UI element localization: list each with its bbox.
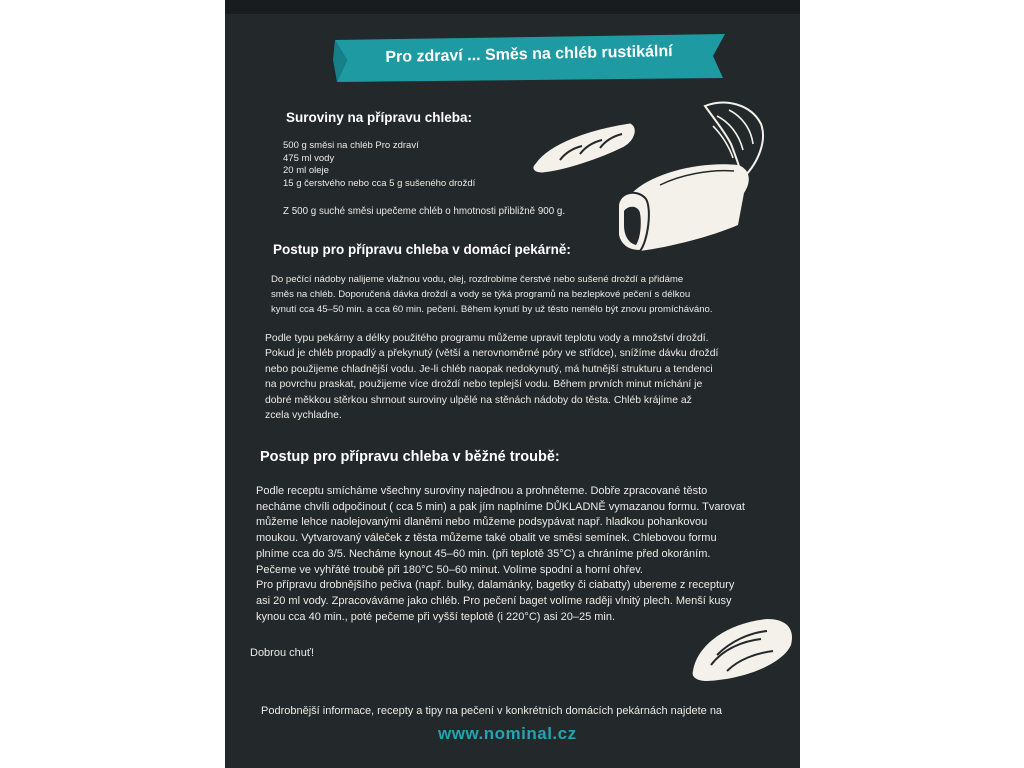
paragraph-line: Pokud je chléb propadlý a překynutý (větší a nerovnoměrné póry ve střídce), snížíme dávku droždí	[265, 348, 719, 360]
oven-paragraph	[256, 484, 745, 625]
closing-text: Dobrou chuť!	[250, 647, 315, 659]
recipe-card	[225, 0, 800, 768]
bakery-paragraph-2	[265, 331, 718, 423]
paragraph-line: směs na chléb. Doporučená dávka droždí a vody se týká programů na bezlepkové pečení s délkou	[271, 289, 691, 300]
ingredient-item: 475 ml vody	[283, 152, 335, 164]
paragraph-line: plníme cca do 3/5. Necháme kynout 45–60 min. (při teplotě 35°C) a chráníme před okoráním.	[256, 547, 711, 560]
paragraph-line: můžeme lehce naolejovanými dlaněmi nebo můžeme podsypávat např. hladkou pohankovou	[256, 516, 708, 529]
paragraph-line: dobré měkkou stěrkou shrnout suroviny ulpělé na stěnách nádoby do těsta. Chléb krájíme až	[265, 394, 692, 406]
bread-loaf-icon	[610, 155, 755, 255]
banner-title: Pro zdraví ... Směs na chléb rustikální	[385, 42, 673, 67]
title-banner	[333, 34, 725, 82]
paragraph-line: na povrchu praskat, použijeme více droždí nebo teplejší vodu. Během prvních minut míchání je	[265, 379, 703, 391]
paragraph-line: moukou. Vytvarovaný váleček z těsta můžeme také obalit ve směsi semínek. Chlebovou formu	[256, 532, 717, 545]
ingredients-list	[283, 140, 475, 190]
paragraph-line: Pro přípravu drobnějšího pečiva (např. bulky, dalamánky, bagetky či ciabatty) ubereme z receptury	[256, 579, 735, 592]
paragraph-line: Pečeme ve vyhřáté troubě při 180°C 50–60 minut. Volíme spodní a horní ohřev.	[256, 563, 643, 576]
paragraph-line: zcela vychladne.	[265, 410, 342, 422]
paragraph-line: kynou cca 40 min., poté pečeme při vyšší teplotě (i 220°C) asi 20–25 min.	[256, 610, 616, 623]
paragraph-line: nebo použijeme chladnější vodu. Je-li chléb naopak nedokynutý, má hutnější strukturu a tendenci	[265, 363, 713, 375]
bakery-heading: Postup pro přípravu chleba v domácí pekárně:	[273, 242, 571, 257]
ingredient-item: 20 ml oleje	[283, 165, 329, 176]
box-top-edge	[225, 0, 800, 14]
paragraph-line: asi 20 ml vody. Zpracováváme jako chléb. Pro pečení baget volíme raději vlnitý plech. Menší kusy	[256, 594, 732, 607]
paragraph-line: kynutí cca 45–50 min. a cca 60 min. pečení. Během kynutí by už těsto nemělo být znovu promícháváno.	[271, 304, 713, 315]
oven-heading: Postup pro přípravu chleba v běžné troubě:	[260, 449, 560, 465]
paragraph-line: Podle receptu smícháme všechny suroviny najednou a prohněteme. Dobře zpracované těsto	[256, 485, 708, 497]
ingredients-heading: Suroviny na přípravu chleba:	[286, 110, 473, 125]
paragraph-line: Podle typu pekárny a délky použitého programu můžeme upravit teplotu vody a množství droždí.	[265, 333, 709, 344]
footer-text: Podrobnější informace, recepty a tipy na pečení v konkrétních domácích pekárnách najdete na	[261, 705, 723, 717]
yield-note: Z 500 g suché směsi upečeme chléb o hmotnosti přibližně 900 g.	[283, 206, 566, 217]
paragraph-line: necháme chvíli odpočinout ( cca 5 min) a pak jím naplníme DŮKLADNĚ vymazanou formu. Tvarovat	[256, 500, 745, 513]
ingredient-item: 15 g čerstvého nebo cca 5 g sušeného droždí	[283, 177, 476, 189]
website-link[interactable]: www.nominal.cz	[438, 724, 577, 743]
paragraph-line: Do pečící nádoby nalijeme vlažnou vodu, olej, rozdrobíme čerstvé nebo sušené droždí a přidáme	[271, 274, 684, 285]
bakery-paragraph-1	[271, 272, 713, 317]
ingredient-item: 500 g směsi na chléb Pro zdraví	[283, 140, 419, 151]
